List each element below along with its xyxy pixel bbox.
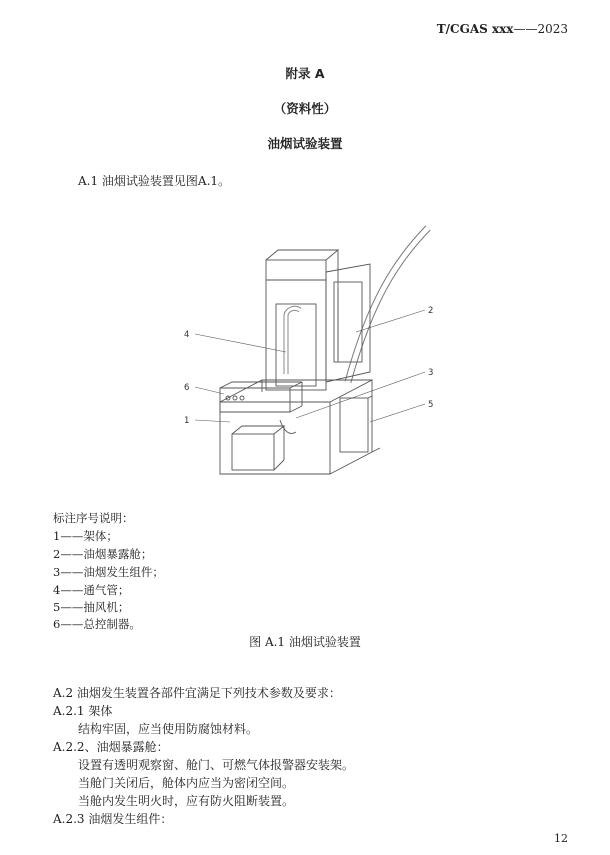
legend-item: 3——油烟发生组件；	[53, 565, 164, 579]
figure-caption: 图 A.1 油烟试验装置	[249, 635, 361, 649]
section-a22-title: A.2.2、油烟暴露舱：	[53, 740, 169, 754]
callout-4: 4	[184, 330, 190, 340]
legend-heading: 标注序号说明：	[53, 511, 134, 525]
standard-code-text: T/CGAS xxx	[436, 22, 514, 36]
section-a22-text: 设置有透明观察窗、舱门、可燃气体报警器安装架。	[78, 758, 355, 772]
callout-2: 2	[428, 306, 434, 316]
section-a22-text: 当舱门关闭后，舱体内应当为密闭空间。	[78, 776, 295, 790]
section-a21-title: A.2.1 架体	[53, 704, 113, 718]
section-a1-text: A.1 油烟试验装置见图A.1。	[78, 174, 231, 188]
callout-6: 6	[184, 383, 190, 393]
callout-1: 1	[184, 416, 190, 426]
legend-item: 4——通气管；	[53, 583, 130, 597]
legend-item: 1——架体；	[53, 529, 118, 543]
callout-3: 3	[428, 368, 434, 378]
section-a23-title: A.2.3 油烟发生组件：	[53, 812, 173, 826]
figure-a1-diagram	[180, 222, 450, 482]
section-a2-intro: A.2 油烟发生装置各部件宜满足下列技术参数及要求：	[53, 686, 341, 700]
legend-item: 6——总控制器。	[53, 617, 141, 631]
appendix-nature: （资料性）	[273, 101, 337, 116]
page-number: 12	[554, 832, 568, 845]
legend-item: 5——抽风机；	[53, 600, 130, 614]
section-a21-text: 结构牢固，应当使用防腐蚀材料。	[78, 722, 259, 736]
standard-code	[437, 22, 568, 36]
section-a22-text: 当舱内发生明火时，应有防火阻断装置。	[78, 794, 295, 808]
legend-item: 2——油烟暴露舱；	[53, 547, 153, 561]
standard-year: ——2023	[513, 22, 568, 36]
callout-5: 5	[428, 400, 434, 410]
appendix-title: 油烟试验装置	[267, 136, 343, 151]
appendix-label: 附录 A	[285, 66, 325, 81]
